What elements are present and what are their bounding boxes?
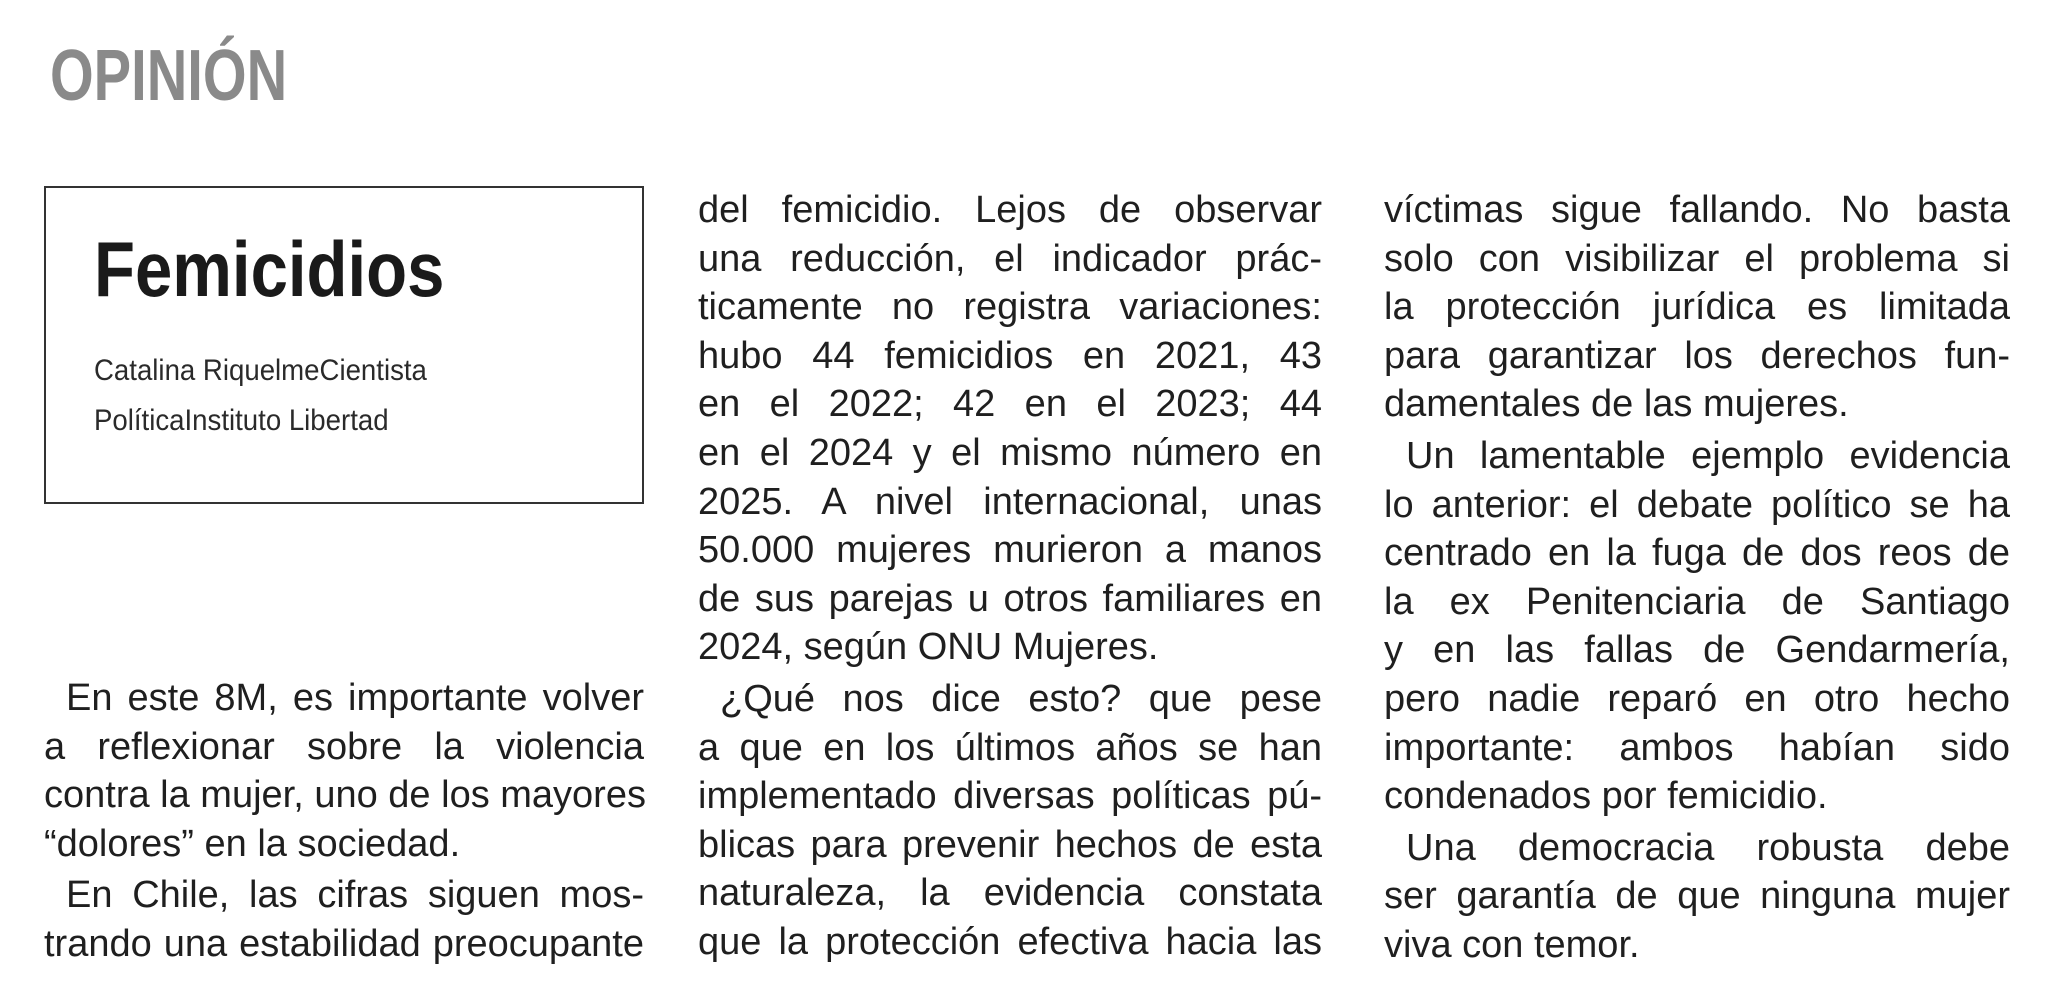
article-text-line: pero nadie reparó en otro hecho	[1384, 677, 2010, 720]
article-text-line: en el 2024 y el mismo número en	[698, 431, 1322, 474]
article-text-line: Un lamentable ejemplo evidencia	[1406, 434, 2010, 477]
article-text-line: hubo 44 femicidios en 2021, 43	[698, 334, 1322, 377]
article-text-line: naturaleza, la evidencia constata	[698, 872, 1322, 915]
article-text-line: la ex Penitenciaria de Santiago	[1384, 580, 2010, 623]
article-text-line: ser garantía de que ninguna mujer	[1384, 875, 2010, 918]
article-text-line: condenados por femicidio.	[1384, 775, 1828, 818]
article-text-line: contra la mujer, uno de los mayores	[44, 774, 646, 817]
article-text-line: víctimas sigue fallando. No basta	[1384, 189, 2010, 231]
article-text-line: en el 2022; 42 en el 2023; 44	[698, 383, 1322, 426]
article-text-line: que la protección efectiva hacia las	[698, 920, 1322, 963]
article-text-line: En este 8M, es importante volver	[66, 677, 644, 719]
article-text-line: ticamente no registra variaciones:	[698, 286, 1322, 329]
article-column-1	[44, 674, 644, 969]
article-text-line: a reflexionar sobre la violencia	[44, 725, 644, 768]
article-text-line: la protección jurídica es limitada	[1384, 286, 2010, 329]
article-text-line: Una democracia robusta debe	[1406, 826, 2010, 869]
article-text-line: lo anterior: el debate político se ha	[1384, 483, 2010, 526]
article-text-line: y en las fallas de Gendarmería,	[1384, 629, 2010, 672]
article-title: Femicidios	[94, 225, 445, 313]
article-text-line: 2024, según ONU Mujeres.	[698, 626, 1159, 669]
headline-box	[44, 186, 644, 504]
byline-line: PolíticaInstituto Libertad	[94, 404, 389, 437]
article-column-3	[1384, 186, 2010, 970]
article-text-line: trando una estabilidad preocupante	[44, 922, 644, 965]
article-text-line: solo con visibilizar el problema si	[1384, 237, 2010, 280]
article-text-line: implementado diversas políticas pú-	[698, 775, 1322, 818]
article-text-line: una reducción, el indicador prác-	[698, 237, 1322, 280]
article-column-2	[698, 186, 1322, 967]
article-text-line: “dolores” en la sociedad.	[44, 822, 461, 865]
article-text-line: del femicidio. Lejos de observar	[698, 189, 1322, 231]
article-text-line: viva con temor.	[1384, 923, 1640, 966]
article-text-line: para garantizar los derechos fun-	[1384, 334, 2010, 377]
byline	[94, 346, 427, 446]
article-text-line: ¿Qué nos dice esto? que pese	[720, 677, 1322, 720]
article-text-line: damentales de las mujeres.	[1384, 383, 1849, 426]
article-text-line: 50.000 mujeres murieron a manos	[698, 529, 1322, 572]
article-text-line: blicas para prevenir hechos de esta	[698, 823, 1322, 866]
article-text-line: de sus parejas u otros familiares en	[698, 577, 1322, 620]
article-text-line: En Chile, las cifras siguen mos-	[66, 874, 644, 917]
article-text-line: importante: ambos habían sido	[1384, 726, 2010, 769]
article-text-line: centrado en la fuga de dos reos de	[1384, 532, 2010, 575]
article-text-line: a que en los últimos años se han	[698, 726, 1322, 769]
article-text-line: 2025. A nivel internacional, unas	[698, 480, 1322, 523]
section-label: OPINIÓN	[50, 36, 288, 116]
byline-line: Catalina RiquelmeCientista	[94, 354, 427, 387]
